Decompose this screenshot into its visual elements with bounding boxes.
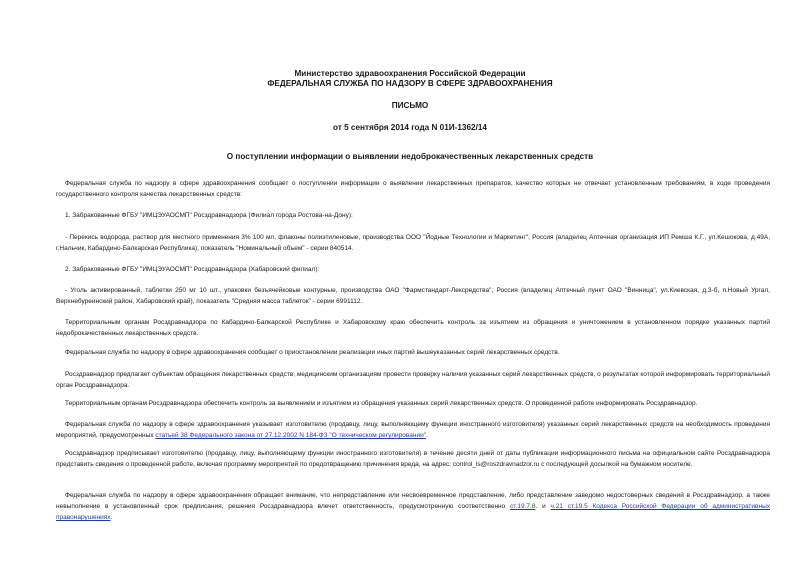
paragraph-text: Федеральная служба по надзору в сфере здравоохранения обращает внимание, что непредставление или несвоевременное представление, либо представление заведомо недостоверных сведений в Росздравнадзор, а также невыполнение в установленный срок предписания, решения Росздравнадзора влечет ответственность, предусмотренную соответственно [56, 492, 770, 510]
paragraph-rejected-khabarovsk: 2. Забракованные ФГБУ "ИМЦЭУАОСМП" Росздравнадзора (Хабаровский филиал): [65, 266, 320, 273]
paragraph-suspension: Федеральная служба по надзору в сфере здравоохранения сообщает о приостановлении реализации иных партий вышеуказанных серий лекарственных средств. [65, 349, 560, 356]
paragraph-liability [56, 490, 770, 523]
law-184-fz-article-38-link[interactable]: статьей 38 Федерального закона от 27.12.2002 N 184-ФЗ "О техническом регулировании" [155, 432, 427, 439]
koap-article-19-5-link[interactable]: ч.21 ст.19.5 Кодекса Российской Федерации об административных правонарушениях [56, 503, 770, 521]
paragraph-manufacturer-measures [56, 419, 770, 441]
paragraph-text: . и [535, 503, 551, 510]
paragraph-territorial-control: Территориальным органам Росздравнадзора по Кабардино-Балкарской Республике и Хабаровскому краю обеспечить контроль за изъятием из обращения и уничтожением в установленном порядке указанных партий недоброкачественных лекарственных средств. [56, 319, 770, 337]
paragraph-check-availability: Росздравнадзор предлагает субъектам обращения лекарственных средств, медицинским организациям провести проверку наличия указанных серий лекарственных средств, о результатах которой информировать территориальный орган Росздравнадзора. [56, 371, 770, 389]
paragraph-prescription: Росздравнадзор предписывает изготовителю (продавцу, лицу, выполняющему функции иностранного изготовителя) в течение десяти дней от даты публикации информационного письма на официальном сайте Росздравнадзора представить сведения о проведенной работе, включая программу мероприятий по предотвращению причинения вреда, на адрес: control_ls@roszdravnadzor.ru с последующей досылкой на бумажном носителе. [56, 450, 770, 468]
paragraph-rejected-rostov: 1. Забракованные ФГБУ "ИМЦЭУАОСМП" Росздравнадзора (Филиал города Ростова-на-Дону): [65, 212, 353, 219]
paragraph-text: . [426, 432, 428, 439]
article-19-7-8-link[interactable]: ст.19.7.8 [510, 503, 536, 510]
paragraph-text: . [110, 514, 113, 521]
document-subject: О поступлении информации о выявлении недоброкачественных лекарственных средств [226, 152, 594, 161]
document-date-number: от 5 сентября 2014 года N 01И-1362/14 [333, 123, 487, 132]
service-name: ФЕДЕРАЛЬНАЯ СЛУЖБА ПО НАДЗОРУ В СФЕРЕ ЗДРАВООХРАНЕНИЯ [267, 79, 553, 88]
document-type: ПИСЬМО [391, 101, 429, 110]
paragraph-intro: Федеральная служба по надзору в сфере здравоохранения сообщает о поступлении информации о выявлении лекарственных препаратов, качество которых не отвечает установленным требованиям, в ходе проведения государственного контроля качества лекарственных средств: [56, 180, 770, 198]
ministry-name: Министерство здравоохранения Российской Федерации [294, 69, 526, 78]
paragraph-text: Федеральная служба по надзору в сфере здравоохранения указывает изготовителю (продавцу, лицу, выполняющему функции иностранного изготовителя) указанных серий лекарственных средств на необходимость проведения мероприятий, предусмотренных [56, 421, 770, 439]
paragraph-withdrawal-control: Территориальным органам Росздравнадзора обеспечить контроль за выявлением и изъятием из обращения указанных серий лекарственных средств. О проведенной работе информировать Росздравнадзор. [65, 400, 698, 407]
paragraph-activated-charcoal: - Уголь активированный, таблетки 250 мг 10 шт., упаковки безъячейковые контурные, производства ОАО "Фармстандарт-Лексредства", Россия (владелец Аптечный пункт ОАО "Винница", ул.Киевская, д.3-б, п.Новый Ургал, Верхнебуреинский район, Хабаровский край), показатель "Средняя масса таблеток" - серии 6991112. [56, 287, 770, 305]
paragraph-hydrogen-peroxide: - Перекись водорода, раствор для местного применения 3% 100 мл, флаконы полиэтиленовые, производства ООО "Йодные Технологии и Маркетинг", Россия (владелец Аптечная организация ИП Ремша К.Г., ул.Кешокова, д.49А, г.Нальчик, Кабардино-Балкарская Республика), показатель "Номинальный объем" - серии 840514. [56, 234, 770, 252]
